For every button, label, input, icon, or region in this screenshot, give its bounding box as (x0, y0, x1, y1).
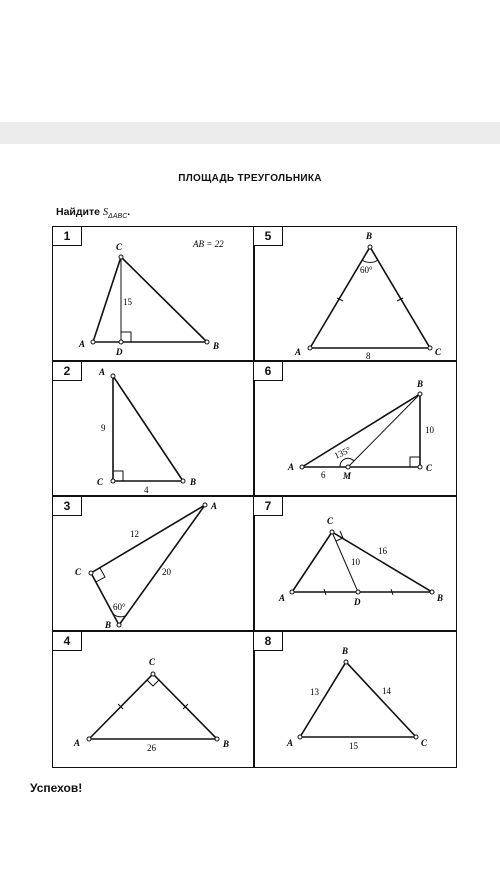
value-ab: 20 (162, 567, 171, 577)
label-C: C (327, 516, 334, 526)
value-cb: 4 (144, 485, 149, 495)
label-C: C (421, 738, 428, 748)
label-A: A (288, 462, 295, 472)
label-A: A (295, 347, 302, 357)
value-angle: 60° (360, 265, 373, 275)
problem-1 (53, 227, 254, 361)
problem-number: 5 (254, 227, 283, 246)
top-band (0, 122, 500, 144)
value-am: 6 (321, 470, 326, 480)
label-B: B (213, 341, 220, 351)
label-M: M (343, 471, 352, 481)
problems-grid (52, 226, 457, 768)
area-symbol: S (102, 207, 109, 218)
instruction (56, 206, 130, 220)
label-C: C (116, 242, 123, 252)
label-B: B (190, 477, 197, 487)
label-C: C (426, 463, 433, 473)
value-ab: 26 (147, 743, 156, 753)
value-cb: 16 (378, 546, 387, 556)
label-A: A (211, 501, 218, 511)
problem-2 (53, 362, 254, 495)
triangle-figure-1 (53, 227, 254, 361)
value-bc: 10 (425, 425, 434, 435)
label-C: C (435, 347, 442, 357)
triangle-figure-6 (254, 362, 458, 495)
label-A: A (287, 738, 294, 748)
problem-8 (254, 632, 458, 767)
problem-number: 2 (53, 362, 82, 381)
value-angle: 135° (332, 444, 353, 461)
problem-number: 6 (254, 362, 283, 381)
area-subscript: ΔABC (108, 213, 128, 221)
value-angle: 60° (113, 602, 126, 612)
problem-number: 4 (53, 632, 82, 651)
triangle-figure-3 (53, 497, 254, 630)
label-C: C (149, 657, 156, 667)
value-height: 15 (123, 297, 132, 307)
value-ab: 13 (310, 687, 319, 697)
label-A: A (99, 367, 106, 377)
problem-number: 7 (254, 497, 283, 516)
value-ac: 9 (101, 423, 106, 433)
label-B: B (342, 646, 349, 656)
triangle-figure-4 (53, 632, 254, 767)
problem-7 (254, 497, 458, 630)
footer-message: Успехов! (30, 781, 83, 795)
triangle-figure-2 (53, 362, 254, 495)
value-ac: 15 (349, 741, 358, 751)
given-note: AB = 22 (193, 239, 224, 249)
value-cd: 10 (351, 557, 360, 567)
triangle-figure-5 (254, 227, 458, 361)
label-A: A (79, 339, 86, 349)
triangle-figure-7 (254, 497, 458, 630)
label-B: B (417, 379, 424, 389)
instruction-suffix: . (127, 206, 131, 218)
label-B: B (366, 231, 373, 241)
problem-number: 3 (53, 497, 82, 516)
label-C: C (75, 567, 82, 577)
triangle-figure-8 (254, 632, 458, 767)
label-D: D (354, 597, 361, 607)
label-A: A (279, 593, 286, 603)
problem-4 (53, 632, 254, 767)
problem-number: 1 (53, 227, 82, 246)
problem-5 (254, 227, 458, 361)
label-B: B (437, 593, 444, 603)
worksheet-title: ПЛОЩАДЬ ТРЕУГОЛЬНИКА (178, 173, 322, 184)
problem-6 (254, 362, 458, 495)
label-C: C (97, 477, 104, 487)
problem-3 (53, 497, 254, 630)
value-bc: 14 (382, 686, 391, 696)
value-ca: 12 (130, 529, 139, 539)
label-A: A (74, 738, 81, 748)
label-B: B (105, 620, 112, 630)
label-D: D (116, 347, 123, 357)
label-B: B (223, 739, 230, 749)
problem-number: 8 (254, 632, 283, 651)
instruction-prefix: Найдите (56, 206, 100, 218)
value-ac: 8 (366, 351, 371, 361)
